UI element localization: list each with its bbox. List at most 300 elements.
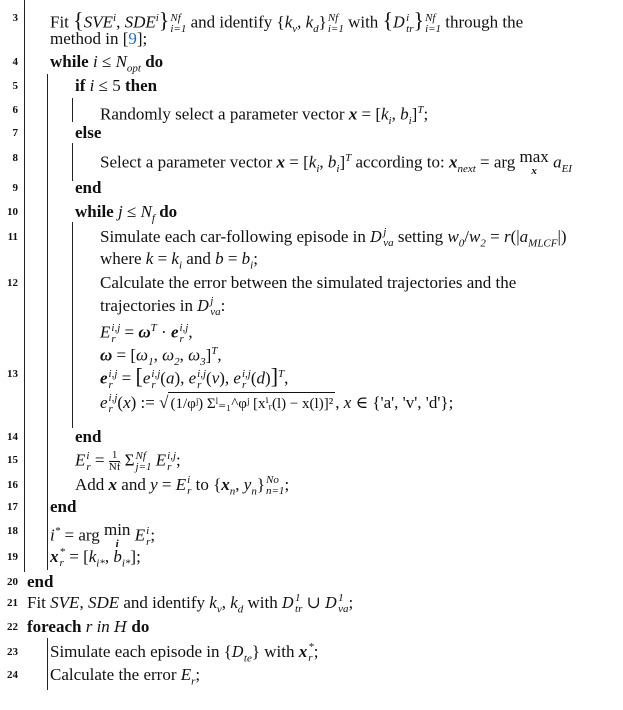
algorithm-line: [100, 148, 572, 179]
algorithm-line: [75, 202, 177, 228]
subscript: opt: [126, 62, 141, 75]
math-symbol: e: [188, 368, 197, 388]
superscript: i: [113, 12, 117, 24]
keyword: do: [127, 617, 150, 636]
superscript: *: [54, 525, 61, 537]
math-symbol: E: [134, 525, 146, 545]
indent-bar: [72, 222, 73, 428]
text: ≤: [122, 202, 141, 221]
algorithm-line: [50, 521, 155, 549]
text: where: [100, 249, 146, 268]
math-symbol: E: [155, 450, 167, 470]
line-number: 4: [12, 56, 18, 68]
keyword: end: [27, 572, 54, 591]
math-symbol: a: [165, 368, 175, 388]
math-symbol: e: [142, 368, 151, 388]
math-symbol: x: [221, 475, 230, 494]
calligraphic-symbol: D: [197, 297, 210, 315]
keyword: then: [124, 76, 158, 95]
operator: min: [103, 520, 131, 539]
text: and identify {: [186, 12, 285, 32]
math-symbol: k: [284, 12, 293, 32]
text: ),: [219, 368, 234, 388]
subscript: v: [292, 23, 298, 36]
text: Fit: [50, 12, 74, 32]
text: ≤: [97, 52, 116, 71]
text: ,: [188, 322, 193, 342]
sub-superscript: [167, 451, 176, 473]
subscript: r: [108, 403, 113, 416]
sub-superscript: [328, 13, 344, 35]
text: (: [206, 368, 212, 388]
sub-superscript: [197, 369, 206, 391]
math-symbol: SDE: [124, 12, 156, 32]
text: }: [318, 12, 327, 32]
subscript: r: [191, 675, 196, 688]
math-symbol: x: [50, 547, 59, 566]
math-symbol: i: [92, 52, 98, 71]
math-symbol: ω: [100, 345, 113, 365]
superscript: Nf: [327, 11, 339, 24]
superscript: Nf: [425, 11, 436, 24]
superscript: Nf: [170, 11, 181, 24]
math-symbol: k: [308, 152, 317, 172]
citation-link[interactable]: 9: [128, 29, 137, 48]
text: =: [223, 249, 242, 268]
text: ;: [348, 593, 354, 612]
math-symbol: e: [233, 368, 241, 388]
subscript: r: [197, 378, 202, 391]
math-symbol: a: [519, 227, 529, 246]
superscript: i: [406, 11, 410, 24]
text: Σ: [120, 450, 135, 470]
keyword: end: [75, 427, 102, 446]
text: ≤ 5: [94, 76, 125, 95]
text: through the: [441, 12, 524, 32]
line-number: 3: [12, 12, 18, 24]
superscript: T: [211, 345, 218, 357]
calligraphic-symbol: D: [231, 643, 244, 661]
math-symbol: x: [348, 104, 358, 124]
math-symbol: ω: [138, 322, 151, 342]
superscript: Nf: [135, 449, 146, 462]
algorithm-line: [75, 76, 157, 96]
subscript: i*: [121, 557, 131, 570]
subscript: va: [383, 237, 394, 250]
math-symbol: k: [88, 547, 97, 566]
superscript: j: [210, 295, 214, 308]
subscript: next: [457, 163, 476, 176]
text: ;: [423, 104, 429, 124]
numerator: 1: [109, 450, 121, 462]
superscript: i,j: [151, 367, 161, 380]
superscript: T: [150, 322, 157, 334]
indent-bar: [72, 98, 73, 122]
text: = [: [285, 152, 309, 172]
calligraphic-symbol: H: [114, 618, 128, 636]
subscript: n=1: [266, 485, 285, 498]
text: and: [182, 249, 216, 268]
superscript: i,j: [197, 367, 207, 380]
operator-with-limit: [104, 521, 130, 549]
text: ,: [284, 368, 289, 388]
sub-superscript: [406, 13, 413, 35]
keyword: do: [140, 52, 164, 71]
math-symbol: ω: [162, 345, 175, 365]
math-symbol: e: [100, 393, 108, 412]
text: ,: [235, 475, 244, 494]
text: (: [250, 368, 257, 388]
operator-subscript: i: [115, 538, 119, 550]
subscript: r: [59, 557, 64, 570]
subscript: tr: [406, 22, 414, 35]
superscript: i,j: [108, 392, 118, 405]
superscript: No: [266, 474, 279, 487]
fraction: [109, 450, 121, 473]
text: ,: [217, 345, 222, 365]
operator-with-limit: [520, 148, 549, 176]
line-number: 18: [7, 525, 18, 537]
sub-superscript: [266, 475, 284, 497]
math-symbol: y: [243, 475, 252, 494]
line-number: 23: [7, 646, 18, 658]
subscript: te: [243, 652, 252, 665]
superscript: T: [417, 104, 424, 116]
line-number: 16: [7, 479, 18, 491]
text: = arg: [475, 152, 520, 172]
algorithm-line: [75, 427, 101, 447]
keyword: foreach: [27, 617, 86, 636]
text: ,: [221, 593, 231, 612]
text: :: [220, 296, 226, 315]
subscript: r: [146, 535, 151, 548]
text: ∈ {'a', 'v', 'd'};: [351, 393, 454, 412]
math-symbol: a: [553, 152, 562, 172]
subscript: n: [251, 485, 257, 498]
text: Calculate the error between the simulated trajectories and the: [100, 273, 517, 292]
subscript: 1: [148, 356, 154, 369]
text: ): [265, 368, 271, 388]
math-symbol: N: [115, 52, 127, 71]
text: ,: [104, 547, 114, 566]
subscript: va: [210, 306, 221, 319]
subscript: i=1: [170, 22, 187, 35]
calligraphic-symbol: D: [325, 594, 338, 612]
bracket: ]: [270, 363, 279, 389]
line-number: 10: [7, 206, 18, 218]
text: ),: [174, 368, 189, 388]
superscript: 1: [338, 592, 344, 605]
math-symbol: x: [298, 642, 308, 661]
text: method in [: [50, 29, 129, 48]
math-symbol: k: [171, 249, 179, 268]
superscript: *: [308, 641, 314, 654]
bracket: [: [135, 363, 143, 389]
sub-superscript: [170, 13, 186, 35]
text: and: [117, 475, 151, 494]
superscript: i: [155, 12, 159, 24]
calligraphic-symbol: D: [282, 594, 295, 612]
algorithm-line: [27, 593, 353, 619]
line-number: 17: [7, 501, 18, 513]
sub-superscript: [383, 227, 393, 249]
line-number: 8: [12, 152, 18, 164]
subscript: i=1: [425, 22, 442, 35]
text: ,: [297, 12, 306, 32]
keyword: if: [75, 76, 90, 95]
indent-bar: [47, 74, 48, 570]
text: =: [90, 450, 109, 470]
line-number: 11: [7, 231, 18, 243]
math-symbol: x: [108, 475, 118, 494]
superscript: *: [59, 546, 65, 559]
subscript: i=1: [327, 22, 344, 35]
math-symbol: b: [400, 104, 409, 124]
line-number: 15: [7, 454, 18, 466]
text: ;: [195, 665, 201, 684]
superscript: j: [383, 226, 387, 239]
algorithm-line: [100, 393, 453, 415]
text: and identify: [119, 593, 210, 612]
line-number: 12: [7, 277, 18, 289]
subscript: va: [338, 603, 349, 616]
superscript: i: [187, 474, 191, 487]
keyword: else: [75, 123, 102, 142]
text: Fit: [27, 593, 51, 612]
text: Randomly select a parameter vector: [100, 104, 349, 124]
text: (: [160, 368, 166, 388]
math-symbol: v: [211, 368, 220, 388]
superscript: T: [345, 152, 352, 164]
superscript: i: [86, 449, 90, 462]
text: ,: [391, 104, 401, 124]
math-symbol: E: [175, 475, 187, 494]
sub-superscript: [151, 369, 160, 391]
text: = arg: [60, 525, 104, 545]
math-symbol: E: [180, 665, 192, 684]
subscript: i: [250, 259, 254, 272]
line-number: 6: [12, 104, 18, 116]
bracket: }: [158, 7, 170, 33]
algorithm-line: [100, 100, 428, 131]
superscript: 1: [295, 592, 301, 605]
square-root-radicand: (1/φʲ) Σˡ₌₁^φʲ [xⁱᵣ(l) − x(l)]²: [168, 392, 335, 412]
keyword: end: [75, 178, 102, 197]
bracket: }: [413, 7, 425, 33]
text: =: [153, 249, 172, 268]
subscript: i: [336, 163, 340, 176]
math-symbol: d: [256, 368, 266, 388]
bracket: {: [382, 7, 394, 33]
line-number: 14: [7, 431, 18, 443]
subscript: r: [308, 652, 313, 665]
calligraphic-symbol: D: [370, 228, 383, 246]
subscript: r: [86, 460, 91, 473]
text: ;: [313, 642, 319, 661]
text: (|: [510, 227, 520, 246]
text: with: [243, 593, 282, 612]
text: ) := √: [130, 393, 169, 412]
math-symbol: ω: [136, 345, 149, 365]
subscript: j=1: [135, 460, 152, 473]
algorithm-line: [100, 249, 258, 275]
text: ,: [335, 393, 344, 412]
subscript: v: [216, 603, 222, 616]
math-symbol: w: [447, 227, 459, 246]
text: Simulate each episode in {: [50, 642, 232, 661]
text: ;: [150, 525, 156, 545]
keyword: while: [50, 52, 93, 71]
math-symbol: SVE: [50, 593, 80, 612]
text: = [: [357, 104, 381, 124]
operator: max: [519, 147, 549, 166]
text: =: [485, 227, 504, 246]
denominator: Nf: [108, 461, 121, 473]
algorithm-line: [50, 497, 76, 517]
superscript: i,j: [167, 449, 177, 462]
text: =: [120, 322, 139, 342]
math-symbol: SVE: [83, 12, 113, 32]
math-symbol: E: [75, 450, 86, 470]
line-number: 24: [7, 669, 18, 681]
superscript: i: [146, 524, 150, 537]
math-symbol: k: [230, 593, 238, 612]
algorithm-line: [50, 547, 141, 573]
subscript: 0: [458, 237, 465, 250]
text: (: [117, 393, 124, 412]
algorithm-line: [100, 296, 225, 318]
math-symbol: k: [305, 12, 314, 32]
math-symbol: k: [145, 249, 154, 268]
text: }: [256, 475, 265, 494]
algorithm-line: [75, 123, 101, 143]
text: ·: [156, 322, 171, 342]
math-symbol: b: [113, 547, 122, 566]
algorithm-line: [50, 52, 163, 78]
math-symbol: SDE: [87, 593, 120, 612]
math-symbol: y: [150, 475, 158, 494]
keyword: while: [75, 202, 118, 221]
text: ;: [284, 475, 290, 494]
algorithm-line: [100, 273, 516, 293]
line-number: 5: [12, 80, 18, 92]
math-symbol: b: [215, 249, 224, 268]
math-symbol: ω: [188, 345, 201, 365]
subscript: r: [187, 485, 192, 498]
keyword: end: [50, 497, 77, 516]
subscript: i*: [96, 557, 105, 570]
superscript: i,j: [108, 367, 118, 380]
text: = [: [112, 345, 137, 365]
subscript: 2: [480, 237, 486, 250]
sub-superscript: [338, 593, 348, 615]
calligraphic-symbol: D: [393, 13, 406, 32]
text: Select a parameter vector: [100, 152, 277, 172]
subscript: tr: [295, 603, 303, 616]
sub-superscript: [425, 13, 441, 35]
subscript: 2: [174, 356, 180, 369]
text: ,: [179, 345, 189, 365]
subscript: 3: [200, 356, 206, 369]
line-number: 13: [7, 368, 18, 380]
text: to {: [191, 475, 222, 494]
subscript: i: [408, 115, 412, 128]
algorithm-line: [100, 364, 288, 391]
math-symbol: i: [50, 525, 55, 545]
subscript: r: [241, 378, 247, 391]
math-symbol: r: [503, 227, 511, 246]
math-symbol: b: [241, 249, 251, 268]
text: Simulate each car-following episode in: [100, 227, 371, 246]
superscript: T: [278, 368, 285, 380]
algorithm-line: [27, 617, 149, 637]
text: ,: [116, 12, 125, 32]
math-symbol: r in: [85, 617, 115, 636]
text: Calculate the error: [50, 665, 181, 684]
text: ,: [153, 345, 163, 365]
algorithm-line: [75, 475, 289, 501]
text: ]: [339, 152, 346, 172]
sub-superscript: [136, 451, 152, 473]
math-symbol: k: [381, 104, 389, 124]
superscript: i,j: [111, 321, 121, 334]
superscript: i,j: [241, 367, 251, 380]
bracket: {: [73, 7, 84, 33]
math-symbol: x: [276, 152, 286, 172]
text: setting: [393, 227, 448, 246]
sub-superscript: [210, 296, 220, 318]
line-number: 20: [7, 576, 18, 588]
text: Add: [75, 475, 109, 494]
algorithm-line: [75, 178, 101, 198]
algorithm-line: [50, 665, 200, 691]
text: = [: [65, 547, 89, 566]
subscript: i: [316, 163, 320, 176]
subscript: r: [179, 332, 184, 345]
math-symbol: j: [117, 202, 123, 221]
subscript: r: [167, 460, 172, 473]
line-number: 22: [7, 621, 18, 633]
text: with: [343, 12, 383, 32]
math-symbol: E: [100, 322, 111, 342]
text: ];: [136, 29, 148, 48]
subscript: d: [313, 23, 319, 36]
algorithm-line: [27, 572, 53, 592]
subscript: r: [111, 332, 116, 345]
line-number: 19: [7, 551, 18, 563]
text: ∪: [302, 593, 326, 612]
line-number: 9: [12, 182, 18, 194]
subscript: d: [237, 603, 244, 616]
text: ];: [130, 547, 141, 566]
subscript: f: [151, 212, 155, 225]
superscript: i,j: [179, 321, 189, 334]
math-symbol: N: [140, 202, 152, 221]
algorithm-line: [75, 450, 181, 473]
math-symbol: x: [343, 393, 352, 412]
math-symbol: x: [123, 393, 131, 412]
operator-subscript: x: [531, 165, 537, 177]
indent-bar: [72, 143, 73, 181]
subscript: MLCF: [528, 237, 558, 250]
subscript: n: [229, 485, 236, 498]
subscript: i: [388, 115, 392, 128]
text: ,: [319, 152, 328, 172]
math-symbol: k: [209, 593, 217, 612]
text: /: [464, 227, 470, 246]
text: ;: [176, 450, 181, 470]
text: ,: [79, 593, 88, 612]
